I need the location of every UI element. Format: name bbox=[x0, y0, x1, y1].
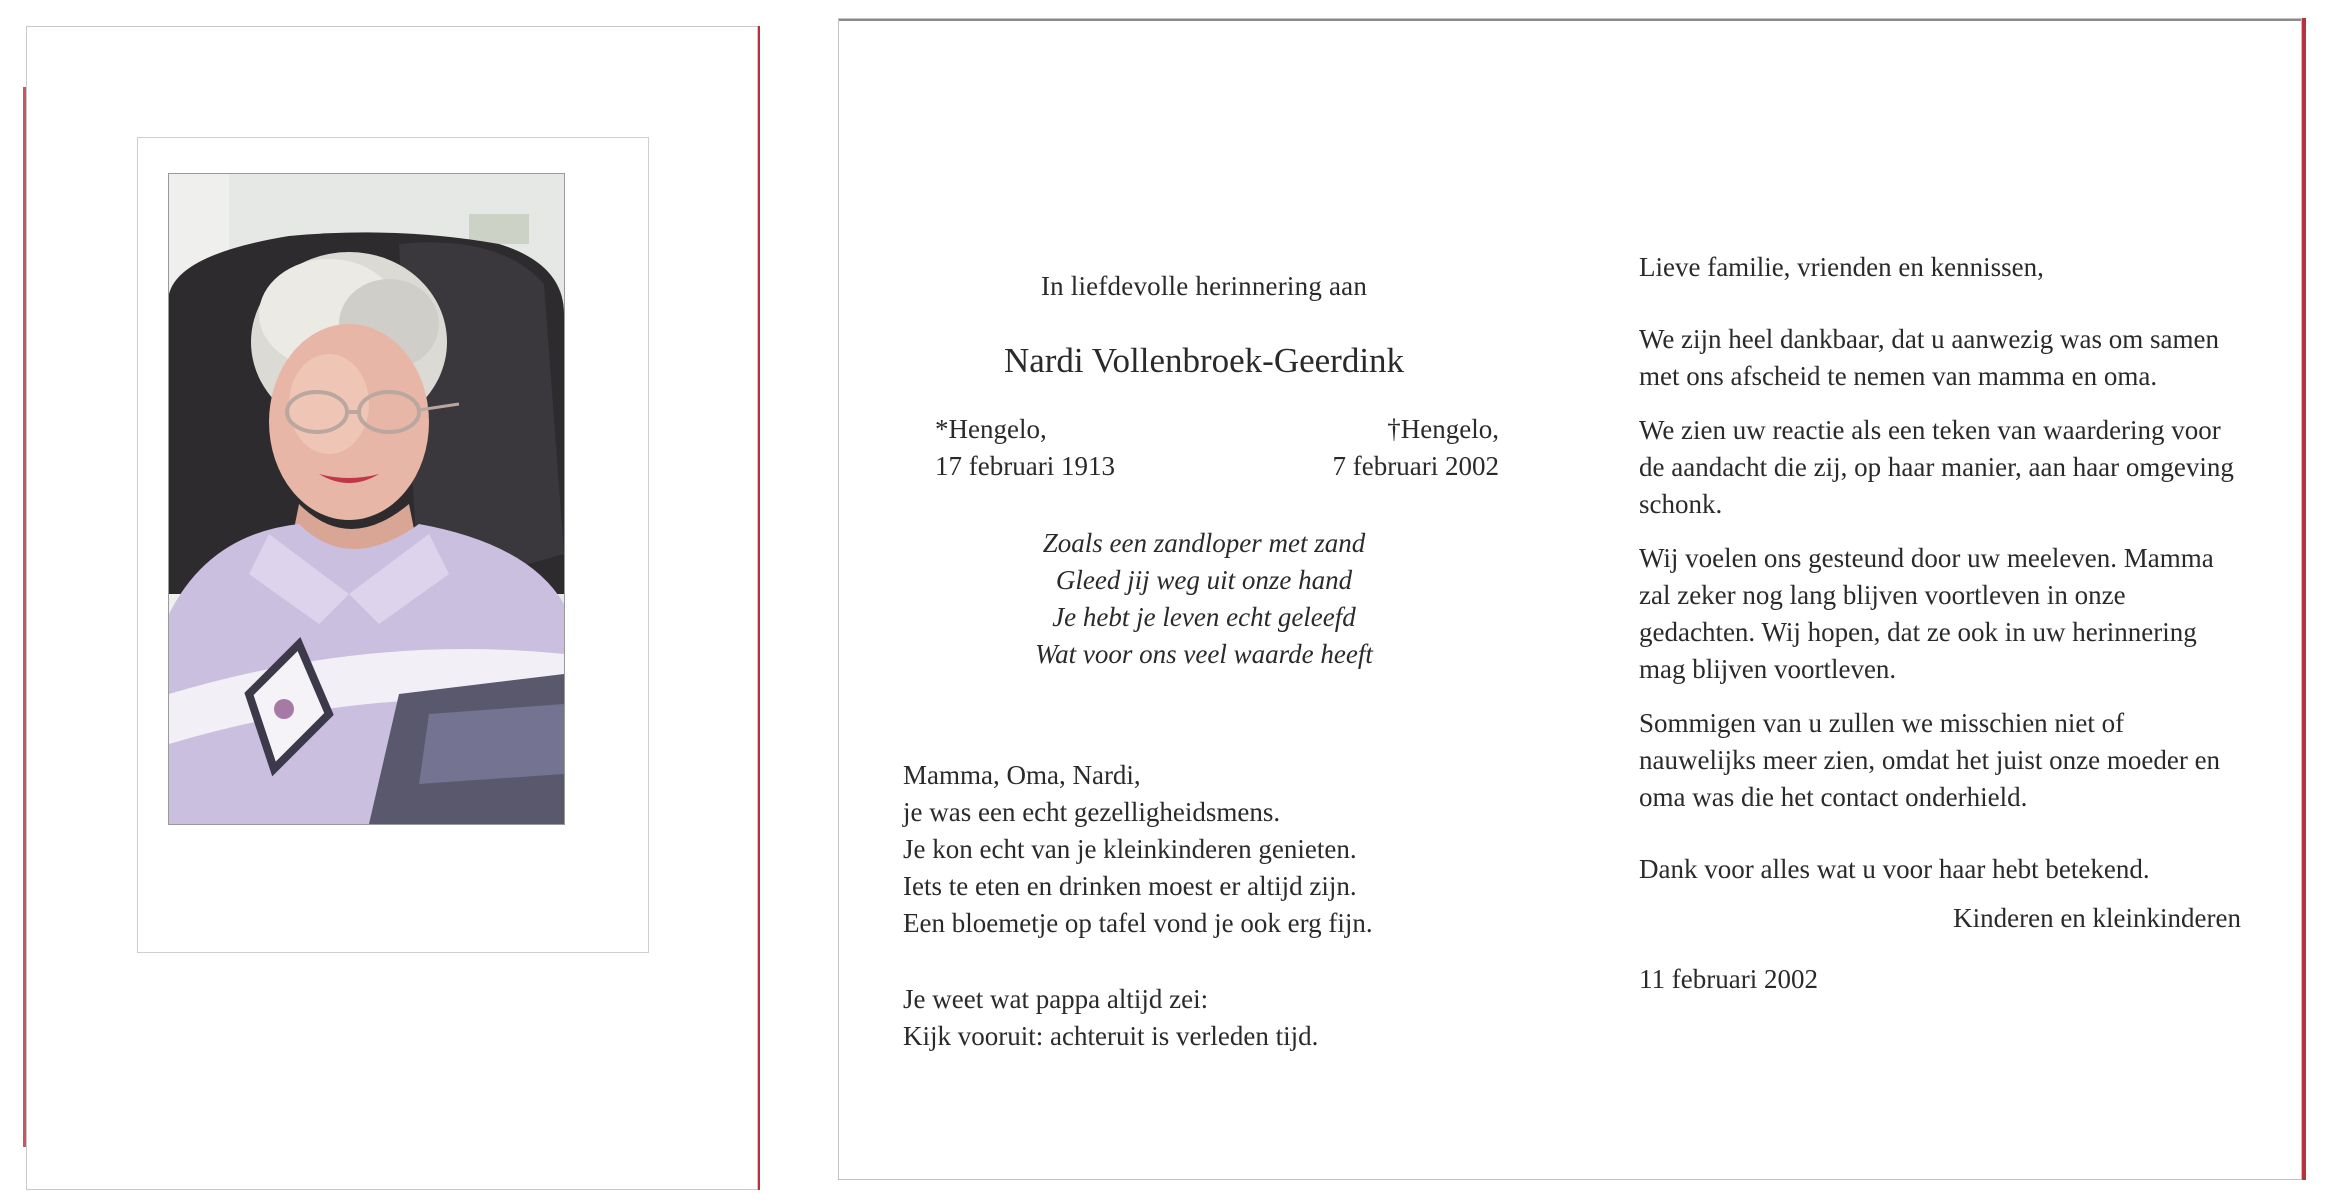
letter-paragraph: Sommigen van u zullen we misschien niet of nauwelijks meer zien, omdat het juist onze moeder en oma was die het contact onderhield. bbox=[1639, 708, 2221, 812]
tribute-line: Je kon echt van je kleinkinderen genieten. bbox=[903, 834, 1357, 864]
intro-line: In liefdevolle herinnering aan bbox=[1040, 271, 1368, 301]
poem-line: Zoals een zandloper met zand bbox=[1042, 528, 1366, 558]
death-info bbox=[1309, 411, 1499, 485]
tribute-line: Iets te eten en drinken moest er altijd zijn. bbox=[903, 871, 1357, 901]
poem-line: Gleed jij weg uit onze hand bbox=[1055, 565, 1353, 595]
right-card bbox=[838, 18, 2302, 1180]
tribute-line: Mamma, Oma, Nardi, bbox=[903, 760, 1141, 790]
tribute bbox=[903, 757, 1373, 942]
poem-line: Je hebt je leven echt geleefd bbox=[1052, 602, 1356, 632]
letter-thanks: Dank voor alles wat u voor haar hebt betekend. bbox=[1639, 854, 2150, 884]
portrait-photo bbox=[168, 173, 565, 825]
letter-date: 11 februari 2002 bbox=[1639, 964, 1818, 994]
card-fold-line bbox=[839, 19, 2301, 21]
birth-info bbox=[935, 411, 1115, 485]
birth-date: 17 februari 1913 bbox=[935, 451, 1115, 481]
tribute-line: je was een echt gezelligheidsmens. bbox=[903, 797, 1281, 827]
letter-signature: Kinderen en kleinkinderen bbox=[1953, 903, 2241, 933]
poem-line: Wat voor ons veel waarde heeft bbox=[1035, 639, 1373, 669]
tribute-line: Een bloemetje op tafel vond je ook erg fijn. bbox=[903, 908, 1373, 938]
poem bbox=[839, 525, 1569, 673]
letter-paragraph: We zien uw reactie als een teken van waardering voor de aandacht die zij, op haar manier, aan haar omgeving schonk. bbox=[1639, 415, 2234, 519]
thank-you-letter bbox=[1639, 249, 2239, 1015]
closing-line: Kijk vooruit: achteruit is verleden tijd. bbox=[903, 1021, 1319, 1051]
birth-place: *Hengelo, bbox=[935, 414, 1047, 444]
death-date: 7 februari 2002 bbox=[1332, 451, 1499, 481]
closing-quote bbox=[903, 981, 1318, 1055]
death-place: †Hengelo, bbox=[1387, 414, 1499, 444]
letter-paragraph: We zijn heel dankbaar, dat u aanwezig was om samen met ons afscheid te nemen van mamma en oma. bbox=[1639, 324, 2220, 391]
card-edge bbox=[23, 87, 26, 1147]
letter-greeting: Lieve familie, vrienden en kennissen, bbox=[1639, 252, 2044, 282]
letter-paragraph: Wij voelen ons gesteund door uw meeleven. Mamma zal zeker nog lang blijven voortleven in onze gedachten. Wij hopen, dat ze ook in uw herinnering mag blijven voortleven. bbox=[1639, 543, 2214, 684]
deceased-name: Nardi Vollenbroek-Geerdink bbox=[1003, 341, 1405, 380]
closing-line: Je weet wat pappa altijd zei: bbox=[903, 984, 1209, 1014]
